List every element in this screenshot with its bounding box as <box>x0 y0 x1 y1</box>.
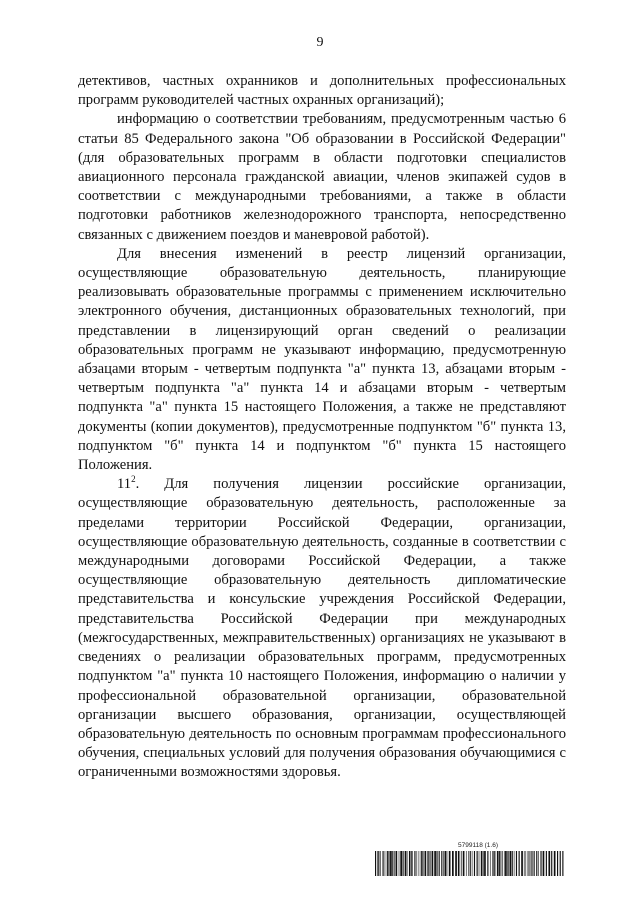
document-body <box>78 72 566 783</box>
barcode-caption: 5799118 (1.6) <box>458 842 498 849</box>
clause-superscript: 2 <box>131 474 136 485</box>
paragraph-continuation: детективов, частных охранников и дополнительных профессиональных программ руководителей частных охранных организаций); <box>78 73 566 109</box>
page-number: 9 <box>316 35 324 50</box>
clause-number: 11 <box>117 476 132 493</box>
barcode-icon <box>375 851 565 876</box>
clause-11-2 <box>78 475 566 782</box>
paragraph-information-requirements: информацию о соответствии требованиям, предусмотренным частью 6 статьи 85 Федерального закона "Об образовании в Российской Федерации" (для образовательных программ в области подготовки специалистов авиационного персонала гражданской авиации, членов экипажей судов в соответствии с международными требованиями, а также в области подготовки работников железнодорожного транспорта, непосредственно связанных с движением поездов и маневровой работой). <box>78 111 566 243</box>
paragraph-registry-changes: Для внесения изменений в реестр лицензий организации, осуществляющие образовательную деятельность, планирующие реализовывать образовательные программы с применением исключительно электронного обучения, дистанционных образовательных технологий, при представлении в лицензирующий орган сведений о реализации образовательных программ не указывают информацию, предусмотренную абзацами вторым - четвертым подпункта "а" пункта 13, абзацами вторым - четвертым подпункта "а" пункта 14 и абзацами вторым - четвертым подпункта "а" пункта 15 настоящего Положения, а также не представляют документы (копии документов), предусмотренные подпунктом "б" пункта 13, подпунктом "б" пункта 14 и подпунктом "б" пункта 15 настоящего Положения. <box>78 245 566 474</box>
clause-text: Для получения лицензии российские организации, осуществляющие образовательную деятельность, расположенные за пределами территории Российской Федерации, организации, осуществляющие образовательную деятельность, созданные в соответствии с международными договорами Российской Федерации, а также осуществляющие образовательную деятельность дипломатические представительства и консульские учреждения Российской Федерации, представительства Российской Федерации при международных (межгосударственных, межправительственных) организациях не указывают в сведениях о реализации образовательных программ, предусмотренных подпунктом "а" пункта 10 настоящего Положения, информацию о наличии у профессиональной образовательной организации, образовательной организации высшего образования, организации, осуществляющей образовательную деятельность по основным программам профессионального обучения, специальных условий для получения образования обучающимися с ограниченными возможностями здоровья. <box>78 476 566 781</box>
clause-suffix: . <box>135 476 140 493</box>
